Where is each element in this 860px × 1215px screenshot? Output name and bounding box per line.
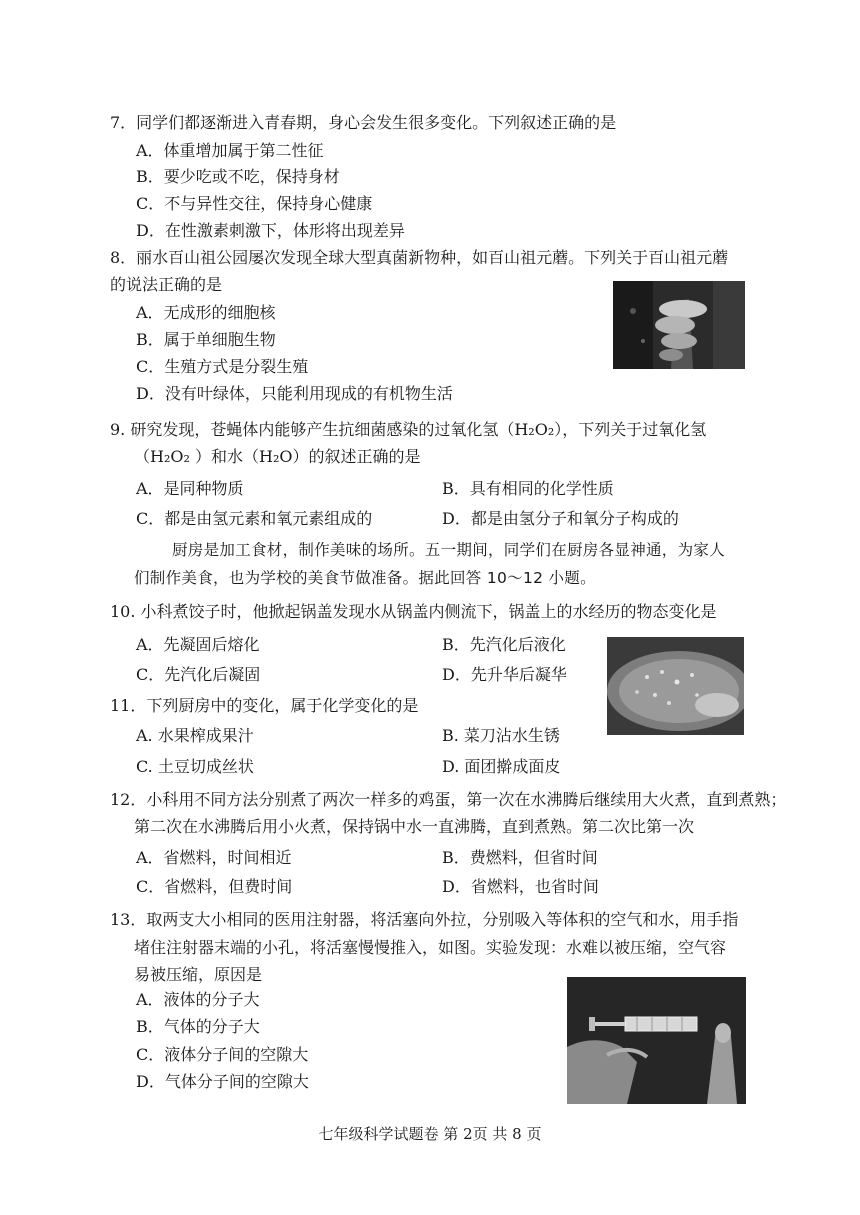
q8-stem-line2: 的说法正确的是 [110,275,223,294]
syringe-photo [567,977,746,1104]
q7-stem: 7．同学们都逐渐进入青春期，身心会发生很多变化。下列叙述正确的是 [110,113,617,132]
q13-option-c: C．液体分子间的空隙大 [136,1045,309,1064]
q7-option-a: A．体重增加属于第二性征 [136,141,324,160]
q13-stem-line3: 易被压缩，原因是 [134,965,263,984]
mushroom-photo [613,281,745,369]
q12-option-c: C．省燃料，但费时间 [136,877,293,896]
q11-stem: 11．下列厨房中的变化，属于化学变化的是 [110,696,419,715]
q11-option-a: A. 水果榨成果汁 [136,726,254,745]
q11-option-b: B. 菜刀沾水生锈 [442,726,560,745]
q7-option-d: D．在性激素刺激下，体形将出现差异 [136,221,405,240]
q8-stem-line1: 8．丽水百山祖公园屡次发现全球大型真菌新物种，如百山祖元蘑。下列关于百山祖元蘑 [110,248,729,267]
q9-option-b: B．具有相同的化学性质 [442,479,614,498]
q12-stem-line2: 第二次在水沸腾后用小火煮，保持锅中水一直沸腾，直到煮熟。第二次比第一次 [134,817,695,836]
passage-line1: 厨房是加工食材，制作美味的场所。五一期间，同学们在厨房各显神通，为家人 [172,541,726,559]
q10-option-d: D．先升华后凝华 [442,665,567,684]
q11-option-d: D. 面团擀成面皮 [442,757,561,776]
q8-option-a: A．无成形的细胞核 [136,303,276,322]
q10-option-a: A．先凝固后熔化 [136,635,260,654]
pot-lid-photo [607,637,744,735]
q13-option-b: B．气体的分子大 [136,1017,260,1036]
q12-option-d: D．省燃料，也省时间 [442,877,599,896]
q8-option-c: C．生殖方式是分裂生殖 [136,357,309,376]
q13-stem-line2: 堵住注射器末端的小孔，将活塞慢慢推入，如图。实验发现：水难以被压缩，空气容 [134,938,727,957]
q7-option-b: B．要少吃或不吃，保持身材 [136,167,340,186]
q10-option-c: C．先汽化后凝固 [136,665,261,684]
q13-option-d: D．气体分子间的空隙大 [136,1072,309,1091]
q8-option-b: B．属于单细胞生物 [136,330,276,349]
q10-option-b: B．先汽化后液化 [442,635,566,654]
q7-option-c: C．不与异性交往，保持身心健康 [136,194,373,213]
q13-stem-line1: 13．取两支大小相同的医用注射器，将活塞向外拉，分别吸入等体积的空气和水，用手指 [110,910,739,929]
passage-line2: 们制作美食，也为学校的美食节做准备。据此回答 10～12 小题。 [134,569,596,587]
q9-option-c: C．都是由氢元素和氧元素组成的 [136,509,373,528]
q9-option-a: A．是同种物质 [136,479,244,498]
q9-stem-line1: 9. 研究发现，苍蝇体内能够产生抗细菌感染的过氧化氢（H₂O₂），下列关于过氧化氢 [110,420,707,439]
q9-option-d: D．都是由氢分子和氧分子构成的 [442,509,679,528]
q12-option-a: A．省燃料，时间相近 [136,848,292,867]
q12-stem-line1: 12．小科用不同方法分别煮了两次一样多的鸡蛋，第一次在水沸腾后继续用大火煮，直到煮熟； [110,790,787,809]
page-footer: 七年级科学试题卷 第 2页 共 8 页 [318,1125,542,1143]
q13-option-a: A．液体的分子大 [136,990,260,1009]
q11-option-c: C. 土豆切成丝状 [136,757,254,776]
q12-option-b: B．费燃料，但省时间 [442,848,598,867]
q9-stem-line2: （H₂O₂ ）和水（H₂O）的叙述正确的是 [134,447,421,466]
q8-option-d: D．没有叶绿体，只能利用现成的有机物生活 [136,384,453,403]
q10-stem: 10. 小科煮饺子时，他掀起锅盖发现水从锅盖内侧流下，锅盖上的水经历的物态变化是 [110,602,717,621]
